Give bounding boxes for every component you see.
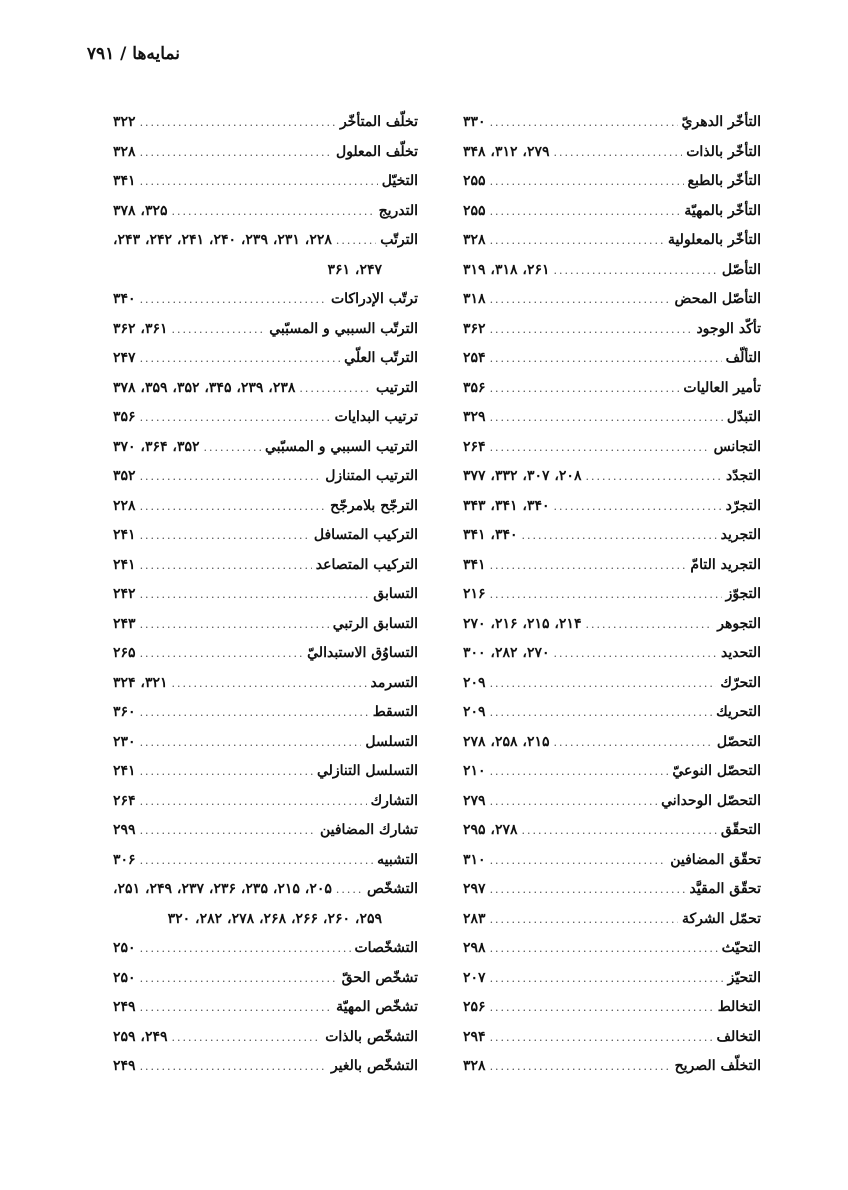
leader-dots — [585, 462, 722, 492]
leader-dots — [490, 669, 717, 699]
index-term: التسابق الرتبي — [332, 615, 418, 632]
leader-dots — [140, 580, 370, 610]
index-term: التأصّل — [721, 261, 761, 278]
index-term: التحيّز — [727, 969, 761, 986]
leader-dots — [490, 344, 722, 374]
index-column-right — [463, 108, 761, 1082]
leader-dots — [172, 197, 375, 227]
index-term: التأخّر الدهريّ — [681, 114, 761, 130]
page-numbers: ۳۶۰ — [113, 704, 136, 720]
index-entry — [113, 108, 418, 138]
index-term: التجدّد — [726, 468, 761, 484]
index-term: التجريد — [720, 527, 761, 543]
leader-dots — [522, 816, 717, 846]
index-term: التسلسل — [365, 733, 418, 750]
page-numbers: ۲۵۴ — [463, 350, 486, 366]
page-numbers: ۲۶۱، ۳۱۸، ۳۱۹ — [463, 261, 550, 278]
index-column-left — [113, 108, 418, 1082]
leader-dots — [490, 905, 678, 935]
index-term: التركيب المتسافل — [313, 527, 418, 543]
page-numbers: ۲۴۹ — [113, 999, 136, 1015]
index-term: الترتيب السببي و المسبّبي — [265, 438, 418, 455]
index-entry — [463, 728, 761, 758]
page-numbers: ۲۵۵ — [463, 202, 486, 219]
index-term: التحرّك — [720, 674, 761, 691]
index-term: تخلّف المعلول — [336, 143, 418, 160]
leader-dots — [490, 698, 713, 728]
leader-dots — [490, 1023, 713, 1053]
leader-dots — [490, 374, 680, 404]
index-entry — [463, 226, 761, 256]
index-term: التأخّر بالذات — [686, 143, 761, 160]
page-numbers: ۲۹۷ — [463, 881, 486, 897]
page-numbers: ۲۸۳ — [463, 910, 486, 927]
leader-dots — [490, 875, 686, 905]
index-entry — [113, 403, 418, 433]
index-term: تأكّد الوجود — [696, 320, 761, 337]
index-term: الترتّب — [380, 232, 418, 248]
index-term: التشبيه — [377, 851, 418, 868]
index-entry — [463, 757, 761, 787]
leader-dots — [490, 580, 722, 610]
index-term: التجوّز — [725, 586, 761, 602]
leader-dots — [140, 639, 304, 669]
index-entry — [113, 846, 418, 876]
leader-dots — [140, 1052, 327, 1082]
index-entry — [463, 934, 761, 964]
index-term: الترتيب — [376, 379, 418, 396]
leader-dots — [522, 521, 717, 551]
leader-dots — [490, 285, 671, 315]
page-numbers: ۲۵۶ — [463, 999, 486, 1015]
index-entry — [113, 285, 418, 315]
page-numbers: ۳۵۲، ۳۶۴، ۳۷۰ — [113, 438, 200, 455]
index-term: التحديد — [720, 645, 761, 661]
index-term: التألّف — [725, 350, 761, 366]
index-term: التخيّل — [381, 173, 418, 189]
page-numbers: ۳۲۸ — [463, 1058, 486, 1074]
page-numbers: ۲۲۸ — [113, 497, 136, 514]
leader-dots — [490, 787, 658, 817]
page-numbers: ۲۴۳ — [113, 615, 136, 632]
index-entry — [463, 256, 761, 286]
page-numbers: ۲۶۵ — [113, 645, 136, 661]
page-numbers: ۲۵۰ — [113, 940, 136, 956]
index-term: التأصّل المحض — [674, 291, 761, 307]
page-numbers: ۳۶۲ — [463, 320, 486, 337]
page-header: نمایه‌ها / ۷۹۱ — [86, 44, 180, 64]
index-entry — [113, 1023, 418, 1053]
index-term: تخلّف المتأخّر — [339, 114, 418, 130]
index-term: تحقّق المضافين — [670, 851, 761, 868]
page-numbers: ۳۵۶ — [113, 409, 136, 425]
page-numbers: ۲۷۰، ۲۸۲، ۳۰۰ — [463, 645, 550, 661]
index-entry — [113, 492, 418, 522]
leader-dots — [490, 403, 723, 433]
index-term: التبدّل — [726, 409, 761, 425]
index-term: الترتّب السببي و المسبّبي — [269, 320, 418, 337]
index-entry — [113, 728, 418, 758]
index-entry — [463, 197, 761, 227]
index-term: التحيّث — [721, 940, 761, 956]
leader-dots — [336, 226, 376, 256]
leader-dots — [336, 875, 363, 905]
page-numbers: ۲۱۰ — [463, 763, 486, 779]
page-numbers: ۲۹۹ — [113, 822, 136, 838]
page-numbers: ۲۲۸، ۲۳۱، ۲۳۹، ۲۴۰، ۲۴۱، ۲۴۲، ۲۴۳، — [113, 232, 332, 248]
leader-dots — [140, 167, 378, 197]
index-entry — [463, 167, 761, 197]
index-term: التدريج — [378, 202, 418, 219]
leader-dots — [490, 964, 724, 994]
index-term: الترتيب المتنازل — [325, 468, 418, 484]
index-entry — [463, 669, 761, 699]
index-entry — [113, 934, 418, 964]
leader-dots — [172, 1023, 322, 1053]
index-entry — [463, 492, 761, 522]
index-term: تشارك المضافين — [319, 822, 418, 838]
index-entry — [463, 285, 761, 315]
page-numbers: ۳۲۸ — [113, 143, 136, 160]
page-numbers: ۲۱۵، ۲۵۸، ۲۷۸ — [463, 733, 550, 750]
page-numbers: ۲۹۴ — [463, 1028, 486, 1045]
index-entry-continuation — [113, 905, 418, 935]
index-term: التأخّر بالمهيّة — [684, 202, 761, 219]
index-entry — [463, 816, 761, 846]
index-term: التحصّل الوحداني — [661, 792, 761, 809]
index-entry — [463, 462, 761, 492]
leader-dots — [554, 492, 722, 522]
index-entry — [463, 521, 761, 551]
page-numbers: ۲۰۹ — [463, 674, 486, 691]
page-numbers: ۳۵۶ — [463, 379, 486, 396]
index-entry — [113, 344, 418, 374]
index-term: التجريد التامّ — [690, 556, 761, 573]
index-entry — [113, 521, 418, 551]
index-term: التسقط — [372, 704, 418, 720]
index-term: التشخّص بالغير — [330, 1058, 418, 1074]
index-entry — [463, 610, 761, 640]
leader-dots — [140, 108, 336, 138]
page-numbers: ۲۴۲ — [113, 586, 136, 602]
page-numbers-continued: ۲۴۷، ۳۶۱ — [327, 261, 382, 278]
index-term: التخالف — [716, 1028, 761, 1045]
index-entry — [463, 315, 761, 345]
index-term: التركيب المتصاعد — [315, 556, 418, 573]
leader-dots — [140, 934, 351, 964]
page-numbers: ۲۳۰ — [113, 733, 136, 750]
index-term: التحصّل — [716, 733, 761, 750]
index-term: الترتّب العلّي — [344, 350, 418, 366]
page-numbers: ۲۶۴ — [463, 438, 486, 455]
index-term: تشخّص المهيّة — [336, 999, 418, 1015]
leader-dots — [490, 167, 684, 197]
index-term: تأمير العاليات — [683, 379, 761, 396]
leader-dots — [490, 846, 667, 876]
page-numbers: ۲۶۴ — [113, 792, 136, 809]
index-term: التخالط — [717, 999, 761, 1015]
index-entry — [463, 1052, 761, 1082]
index-entry — [113, 580, 418, 610]
index-entry — [463, 787, 761, 817]
page-numbers: ۳۴۰، ۳۴۱ — [463, 527, 518, 543]
index-term: التأخّر بالمعلولية — [667, 232, 761, 248]
index-term: التسرمد — [370, 674, 418, 691]
index-entry — [113, 964, 418, 994]
page-numbers: ۲۴۱ — [113, 527, 136, 543]
page-numbers: ۲۴۱ — [113, 763, 136, 779]
leader-dots — [490, 315, 693, 345]
leader-dots — [140, 964, 338, 994]
index-term: التجانس — [713, 438, 761, 455]
page-numbers: ۲۷۸، ۲۹۵ — [463, 822, 518, 838]
index-entry — [463, 875, 761, 905]
index-entry — [463, 1023, 761, 1053]
index-entry — [113, 315, 418, 345]
index-entry — [463, 993, 761, 1023]
page-numbers: ۳۲۵، ۳۷۸ — [113, 202, 168, 219]
page-numbers: ۲۵۰ — [113, 969, 136, 986]
leader-dots — [490, 226, 664, 256]
page-numbers: ۲۰۵، ۲۱۵، ۲۳۵، ۲۳۶، ۲۳۷، ۲۴۹، ۲۵۱، — [113, 881, 332, 897]
index-term: التأخّر بالطبع — [687, 173, 761, 189]
leader-dots — [172, 315, 266, 345]
index-entry — [113, 816, 418, 846]
index-entry — [113, 1052, 418, 1082]
index-entry — [463, 403, 761, 433]
index-term: التحصّل النوعيّ — [672, 763, 761, 779]
index-entry — [113, 197, 418, 227]
index-term: الترجّح بلامرجّح — [330, 497, 418, 514]
index-entry — [463, 698, 761, 728]
leader-dots — [554, 639, 717, 669]
index-entry — [463, 138, 761, 168]
leader-dots — [490, 1052, 671, 1082]
leader-dots — [172, 669, 367, 699]
index-entry — [463, 580, 761, 610]
index-entry — [463, 344, 761, 374]
page-numbers: ۲۷۹ — [463, 792, 486, 809]
page-numbers: ۲۴۷ — [113, 350, 136, 366]
leader-dots — [140, 728, 362, 758]
page-numbers: ۲۷۹، ۳۱۲، ۳۴۸ — [463, 143, 550, 160]
leader-dots — [490, 934, 718, 964]
page-numbers: ۲۳۸، ۲۳۹، ۳۴۵، ۳۵۲، ۳۵۹، ۳۷۸ — [113, 379, 296, 396]
leader-dots — [490, 108, 678, 138]
leader-dots — [490, 993, 714, 1023]
index-term: التحقّق — [720, 822, 761, 838]
leader-dots — [140, 138, 332, 168]
index-term: التخلّف الصريح — [674, 1058, 761, 1074]
leader-dots — [140, 787, 367, 817]
index-term: تحمّل الشركة — [681, 910, 761, 927]
page-numbers: ۲۴۹، ۲۵۹ — [113, 1028, 168, 1045]
leader-dots — [140, 757, 313, 787]
leader-dots — [140, 698, 369, 728]
index-term: التساوُق الاستبداليّ — [307, 645, 418, 661]
leader-dots — [140, 285, 327, 315]
index-entry — [463, 551, 761, 581]
leader-dots — [554, 728, 713, 758]
index-entry — [113, 433, 418, 463]
page-numbers: ۳۱۰ — [463, 851, 486, 868]
index-entry — [113, 757, 418, 787]
leader-dots — [490, 433, 710, 463]
page-numbers: ۳۲۲ — [113, 114, 136, 130]
index-entry — [113, 462, 418, 492]
page-numbers: ۳۴۱ — [113, 173, 136, 189]
page-numbers: ۲۱۶ — [463, 586, 486, 602]
page-numbers: ۳۴۰، ۳۴۱، ۳۴۳ — [463, 497, 550, 514]
leader-dots — [140, 816, 316, 846]
leader-dots — [204, 433, 262, 463]
leader-dots — [490, 551, 687, 581]
leader-dots — [140, 846, 374, 876]
index-entry — [113, 993, 418, 1023]
index-entry — [113, 138, 418, 168]
index-term: التشخّص — [366, 881, 418, 897]
page-numbers: ۳۴۰ — [113, 291, 136, 307]
page-numbers: ۲۴۱ — [113, 556, 136, 573]
leader-dots — [554, 256, 718, 286]
index-term: التحريك — [716, 704, 761, 720]
index-term: التسابق — [373, 586, 418, 602]
leader-dots — [140, 462, 322, 492]
index-entry — [113, 639, 418, 669]
page-numbers: ۳۲۸ — [463, 232, 486, 248]
page-numbers: ۳۲۹ — [463, 409, 486, 425]
index-entry — [463, 846, 761, 876]
index-term: تحقّق المقيَّد — [689, 881, 761, 897]
index-entry — [113, 669, 418, 699]
leader-dots — [140, 403, 331, 433]
index-term: التشارك — [370, 792, 418, 809]
index-term: التشخّصات — [354, 940, 418, 956]
page-numbers: ۲۴۹ — [113, 1058, 136, 1074]
leader-dots — [585, 610, 713, 640]
page-numbers: ۲۱۴، ۲۱۵، ۲۱۶، ۲۷۰ — [463, 615, 582, 632]
leader-dots — [490, 757, 669, 787]
leader-dots — [490, 197, 681, 227]
page-numbers: ۳۵۲ — [113, 468, 136, 484]
index-entry — [463, 374, 761, 404]
index-entry — [113, 610, 418, 640]
page-numbers: ۳۴۱ — [463, 556, 486, 573]
index-term: تشخّص الحقّ — [341, 969, 418, 986]
leader-dots — [140, 344, 341, 374]
leader-dots — [140, 551, 312, 581]
page-numbers: ۲۰۷ — [463, 969, 486, 986]
index-entry — [463, 639, 761, 669]
index-entry — [113, 167, 418, 197]
page-numbers: ۲۵۵ — [463, 173, 486, 189]
leader-dots — [554, 138, 683, 168]
index-entry — [463, 433, 761, 463]
index-entry — [113, 875, 418, 905]
index-entry — [463, 964, 761, 994]
page-numbers: ۳۰۶ — [113, 851, 136, 868]
page-numbers: ۲۰۸، ۳۰۷، ۳۳۲، ۳۷۷ — [463, 468, 582, 484]
page-numbers: ۳۱۸ — [463, 291, 486, 307]
page-numbers: ۲۰۹ — [463, 704, 486, 720]
index-entry-continuation — [113, 256, 418, 286]
index-entry — [113, 698, 418, 728]
index-entry — [463, 905, 761, 935]
index-entry — [113, 551, 418, 581]
leader-dots — [140, 993, 333, 1023]
page-numbers: ۳۶۱، ۳۶۲ — [113, 320, 168, 337]
index-term: ترتيب البدايات — [334, 409, 418, 425]
index-term: ترتّب الإدراكات — [330, 291, 418, 307]
index-entry — [113, 226, 418, 256]
page-numbers-continued: ۲۵۹، ۲۶۰، ۲۶۶، ۲۶۸، ۲۷۸، ۲۸۲، ۳۲۰ — [167, 910, 382, 927]
index-term: التجرّد — [725, 497, 761, 514]
index-term: التشخّص بالذات — [325, 1028, 418, 1045]
leader-dots — [140, 610, 329, 640]
index-entry — [463, 108, 761, 138]
page-numbers: ۳۳۰ — [463, 114, 486, 130]
page-numbers: ۲۹۸ — [463, 940, 486, 956]
leader-dots — [140, 521, 310, 551]
leader-dots — [299, 374, 372, 404]
index-term: التجوهر — [717, 615, 761, 632]
page-numbers: ۳۲۱، ۳۲۴ — [113, 674, 168, 691]
leader-dots — [140, 492, 327, 522]
index-term: التسلسل التنازلي — [316, 763, 418, 779]
index-entry — [113, 374, 418, 404]
index-entry — [113, 787, 418, 817]
